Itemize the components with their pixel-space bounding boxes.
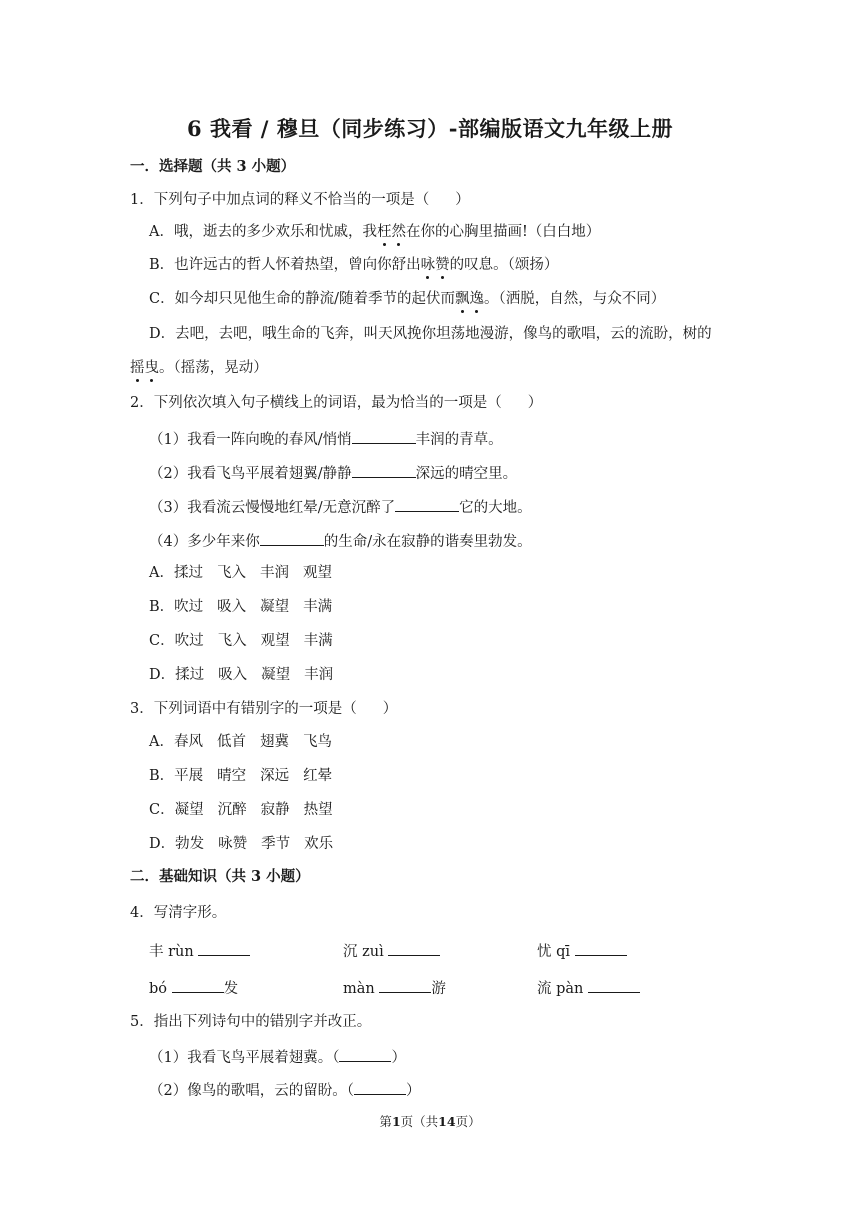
question-1-option-b: B．也许远古的哲人怀着热望，曾向你舒出咏赞的叹息。（颂扬） [149, 257, 559, 273]
section-heading-choice: 一．选择题（共 3 小题） [130, 158, 296, 175]
q4-item-3: 忧 qī [537, 942, 627, 960]
question-1-option-d-cont: 摇曳。（摇荡，晃动） [130, 360, 268, 376]
question-2-option-a: A．揉过 飞入 丰润 观望 [149, 565, 332, 581]
dotted-word: 咏赞 [420, 257, 450, 273]
question-5-stem: 5．指出下列诗句中的错别字并改正。 [130, 1014, 372, 1030]
question-4-stem: 4．写清字形。 [130, 905, 227, 921]
q4-item-4: bó 发 [149, 981, 239, 997]
q4-item-2: 沉 zuì [343, 942, 440, 960]
question-5-sentence-2: （2）像鸟的歌唱，云的留盼。（ ） [149, 1083, 421, 1099]
question-2-option-b: B．吹过 吸入 凝望 丰满 [149, 599, 333, 615]
question-2-option-c: C．吹过 飞入 观望 丰满 [149, 633, 333, 649]
question-1-option-d: D．去吧，去吧，哦生命的飞奔，叫天风挽你坦荡地漫游，像鸟的歌唱，云的流盼，树的 [149, 326, 712, 342]
question-2-sentence-2: （2）我看飞鸟平展着翅翼/静静 深远的晴空里。 [149, 466, 518, 482]
question-3-option-c: C．凝望 沉醉 寂静 热望 [149, 802, 333, 818]
section-heading-basics: 二．基础知识（共 3 小题） [130, 868, 310, 885]
question-1-option-a: A．哦，逝去的多少欢乐和忧戚，我枉然在你的心胸里描画!（白白地） [149, 224, 601, 240]
question-3-option-a: A．春风 低首 翅冀 飞鸟 [149, 734, 332, 750]
dotted-word: 飘逸 [454, 291, 484, 307]
question-1-stem: 1．下列句子中加点词的释义不恰当的一项是（ ） [130, 192, 470, 208]
question-3-option-b: B．平展 晴空 深远 红晕 [149, 768, 333, 784]
question-5-sentence-1: （1）我看飞鸟平展着翅冀。（ ） [149, 1050, 406, 1066]
question-2-sentence-1: （1）我看一阵向晚的春风/悄悄 丰润的青草。 [149, 432, 503, 448]
q4-item-1: 丰 rùn [149, 942, 250, 960]
question-3-stem: 3．下列词语中有错别字的一项是（ ） [130, 701, 398, 717]
q4-item-5: màn 游 [343, 981, 446, 997]
question-2-stem: 2．下列依次填入句子横线上的词语，最为恰当的一项是（ ） [130, 395, 543, 411]
q4-item-6: 流 pàn [537, 979, 640, 997]
page-footer: 第1页（共14页） [379, 1114, 481, 1129]
question-1-option-c: C．如今却只见他生命的静流/随着季节的起伏而飘逸。（洒脱，自然，与众不同） [149, 291, 666, 307]
question-2-sentence-4: （4）多少年来你 的生命/永在寂静的谐奏里勃发。 [149, 534, 532, 550]
dotted-word: 枉然 [376, 224, 406, 240]
dotted-word: 摇曳 [130, 360, 159, 376]
question-2-sentence-3: （3）我看流云慢慢地红晕/无意沉醉了 它的大地。 [149, 500, 532, 516]
page-title: 6 我看 / 穆旦（同步练习）-部编版语文九年级上册 [187, 116, 673, 141]
question-3-option-d: D．勃发 咏赞 季节 欢乐 [149, 836, 334, 852]
question-2-option-d: D．揉过 吸入 凝望 丰润 [149, 667, 334, 683]
